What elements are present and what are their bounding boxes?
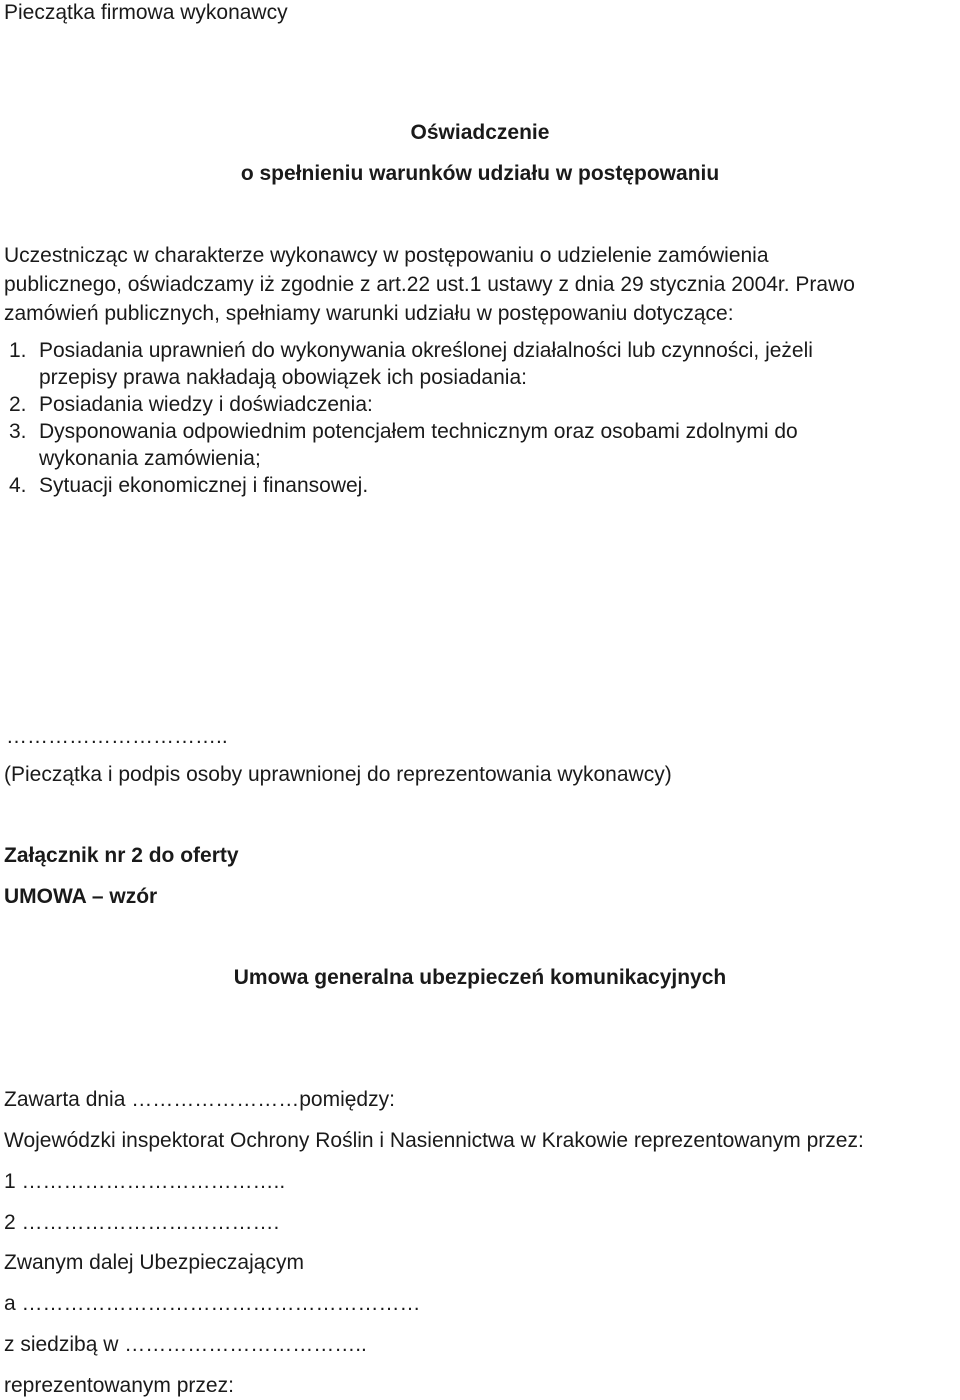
condition-item xyxy=(9,418,939,472)
condition-item xyxy=(9,337,939,391)
intro-line: publicznego, oświadczamy iż zgodnie z art.22 ust.1 ustawy z dnia 29 stycznia 2004r. Prawo xyxy=(4,273,855,296)
signature-caption: (Pieczątka i podpis osoby uprawnionej do reprezentowania wykonawcy) xyxy=(4,763,672,786)
company-stamp-label: Pieczątka firmowa wykonawcy xyxy=(4,1,288,24)
contract-title: Umowa generalna ubezpieczeń komunikacyjnych xyxy=(233,966,727,989)
statement-title: Oświadczenie xyxy=(410,121,550,144)
intro-line: Uczestnicząc w charakterze wykonawcy w postępowaniu o udzielenie zamówienia xyxy=(4,244,769,267)
party-name: Wojewódzki inspektorat Ochrony Roślin i Nasiennictwa w Krakowie reprezentowanym przez: xyxy=(4,1129,864,1152)
conditions-list xyxy=(9,337,939,499)
other-party-field: a ………………………………………………… xyxy=(4,1292,421,1315)
attachment-title: Załącznik nr 2 do oferty xyxy=(4,844,239,867)
concluded-date-field: Zawarta dnia ……………………pomiędzy: xyxy=(4,1088,395,1111)
condition-text: przepisy prawa nakładają obowiązek ich posiadania: xyxy=(39,366,527,389)
representative-2-field: 2 ………………………………. xyxy=(4,1211,280,1234)
condition-text: Dysponowania odpowiednim potencjałem technicznym oraz osobami zdolnymi do xyxy=(39,420,798,443)
condition-number: 1. xyxy=(9,339,27,362)
condition-item xyxy=(9,472,939,499)
condition-item xyxy=(9,391,939,418)
statement-subtitle: o spełnieniu warunków udziału w postępowaniu xyxy=(240,162,720,185)
contract-label: UMOWA – wzór xyxy=(4,885,158,908)
condition-text: Sytuacji ekonomicznej i finansowej. xyxy=(39,474,369,497)
condition-text: Posiadania wiedzy i doświadczenia: xyxy=(39,393,373,416)
condition-number: 3. xyxy=(9,420,27,443)
condition-text: wykonania zamówienia; xyxy=(39,447,261,470)
representative-1-field: 1 ……………………………….. xyxy=(4,1170,286,1193)
signature-line: ………………………….. xyxy=(6,725,228,748)
condition-text: Posiadania uprawnień do wykonywania określonej działalności lub czynności, jeżeli xyxy=(39,339,813,362)
condition-number: 4. xyxy=(9,474,27,497)
seat-field: z siedzibą w …………………………….. xyxy=(4,1333,367,1356)
intro-line: zamówień publicznych, spełniamy warunki udziału w postępowaniu dotyczące: xyxy=(4,302,734,325)
insured-label: Zwanym dalej Ubezpieczającym xyxy=(4,1251,304,1274)
represented-by-label: reprezentowanym przez: xyxy=(4,1374,234,1397)
intro-paragraph xyxy=(4,241,954,328)
condition-number: 2. xyxy=(9,393,27,416)
